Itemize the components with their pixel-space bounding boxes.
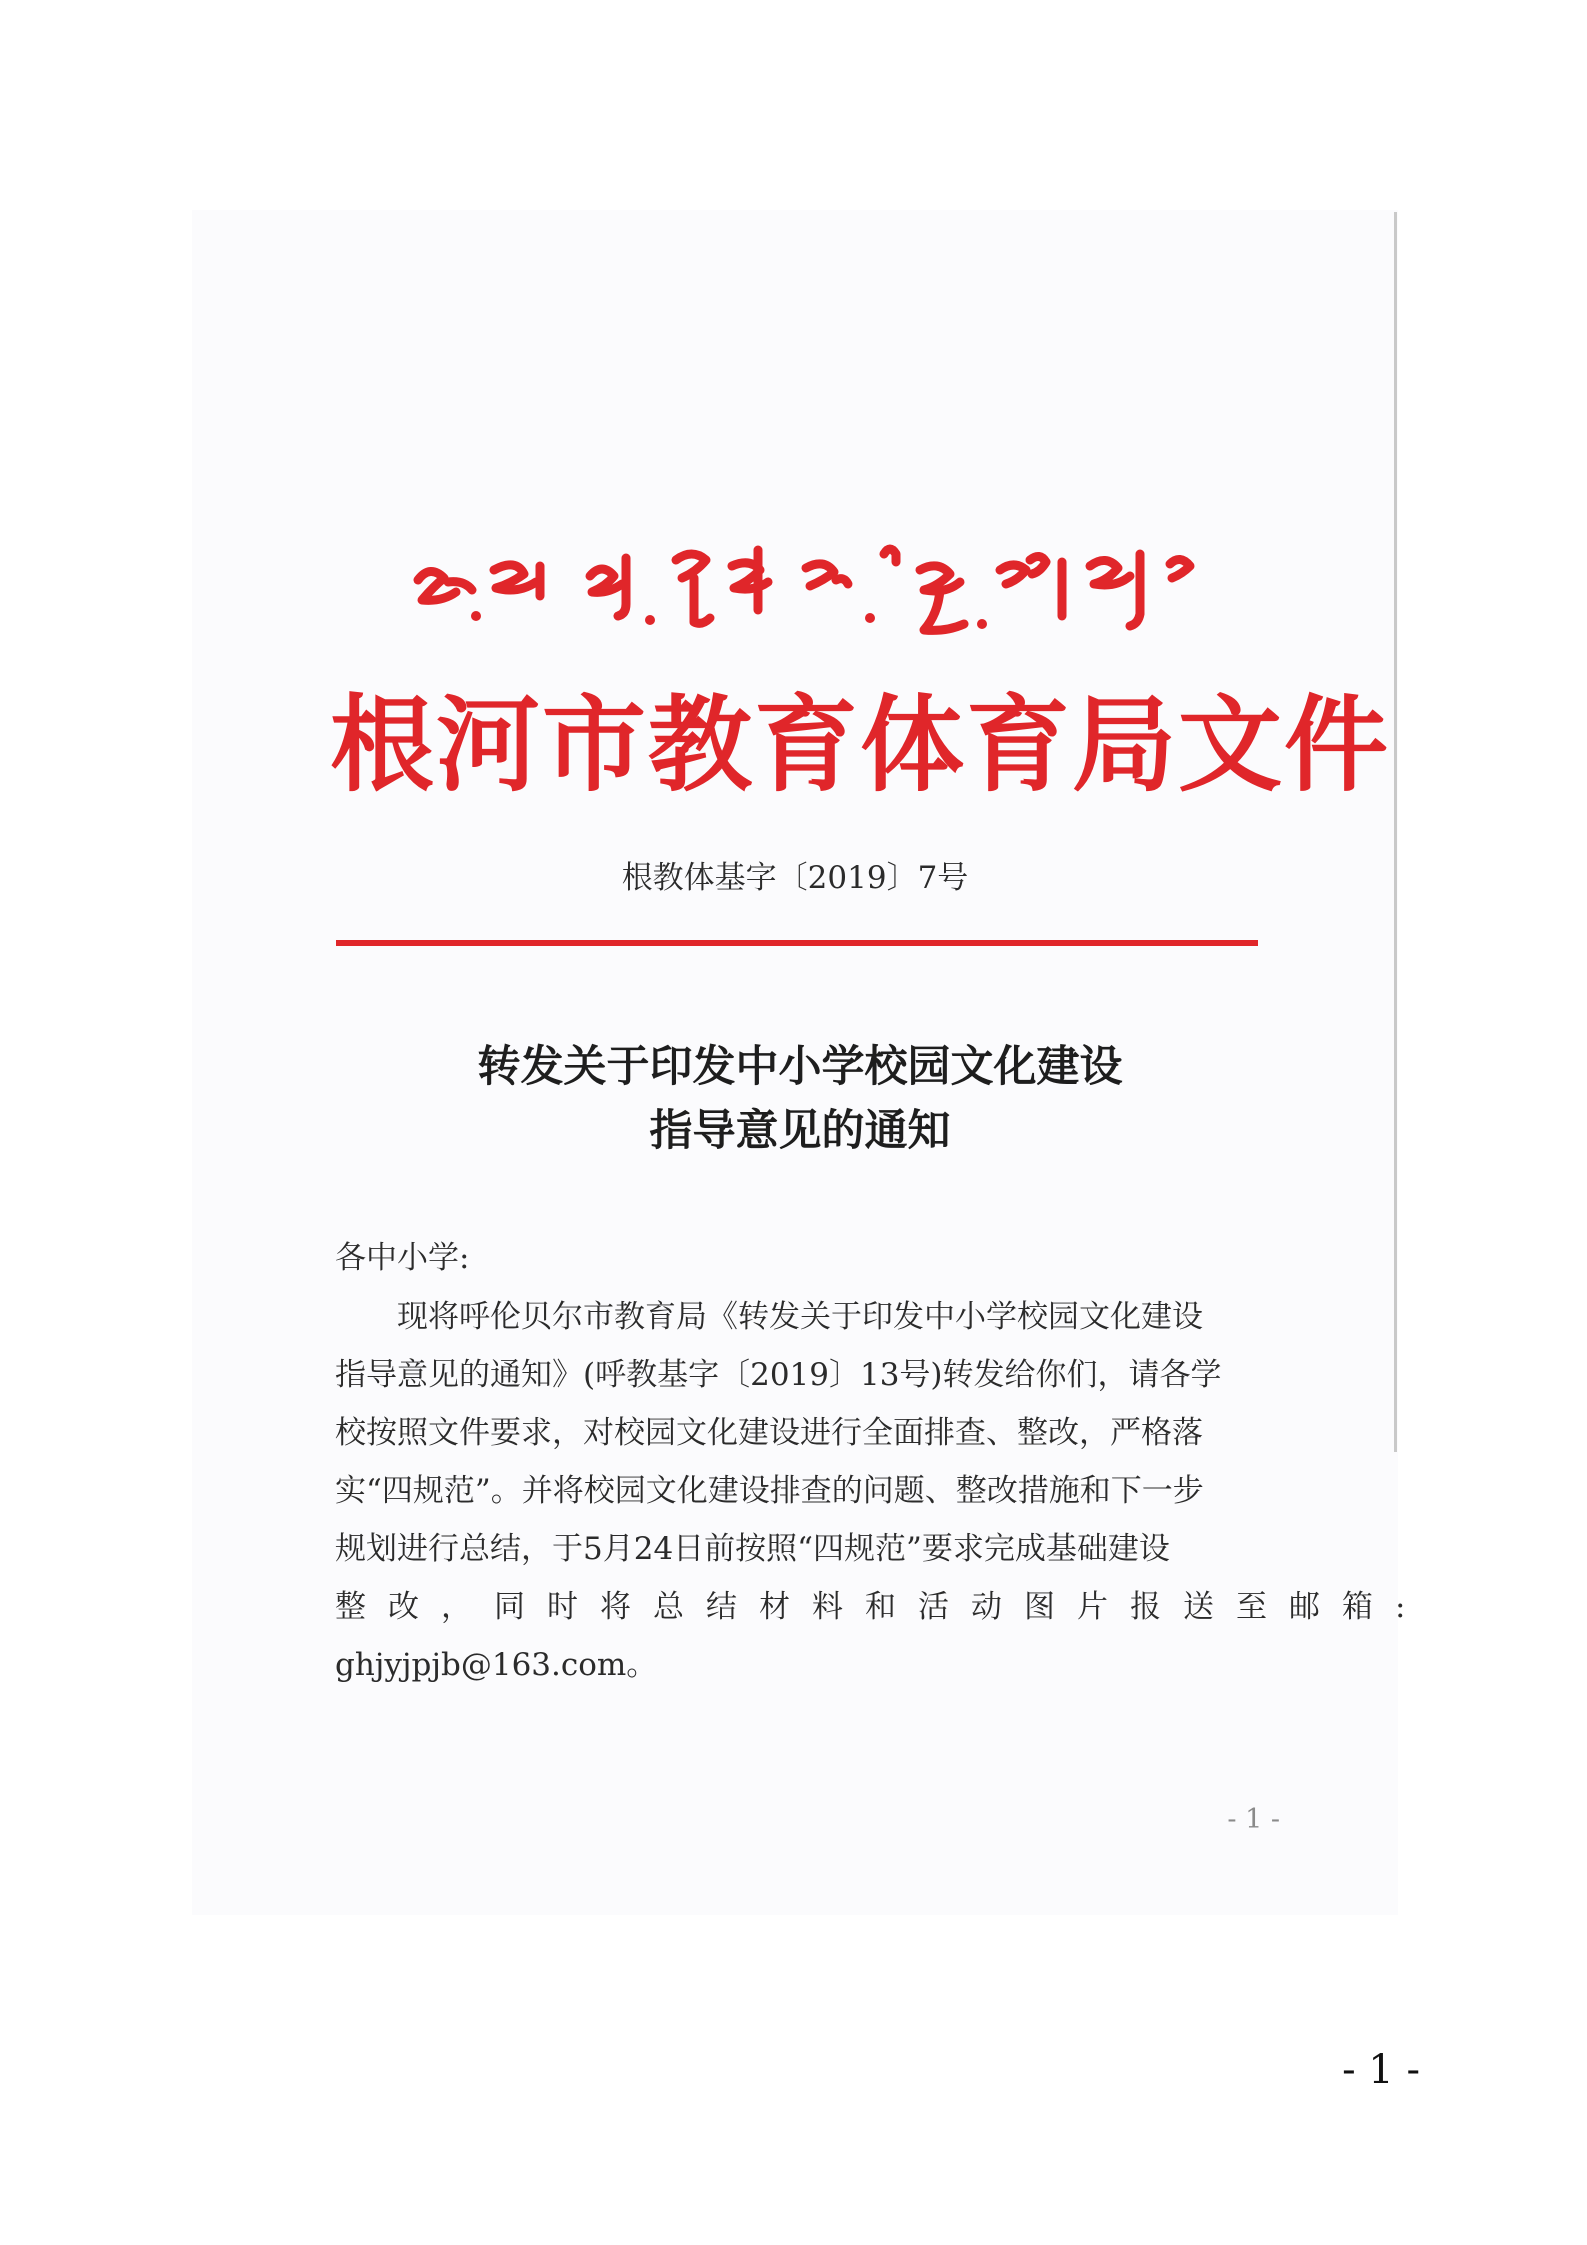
notice-title-line-2: 指导意见的通知	[649, 1106, 951, 1156]
notice-title-line-1: 转发关于印发中小学校园文化建设	[477, 1042, 1123, 1092]
body-paragraph	[335, 1288, 1428, 1694]
body-line: 整改，同时将总结材料和活动图片报送至邮箱:	[335, 1589, 1428, 1625]
red-divider-line	[336, 940, 1258, 946]
email-address: ghjyjpjb@163.com。	[335, 1647, 658, 1683]
body-line: 指导意见的通知》(呼教基字〔2019〕13号)转发给你们，请各学	[335, 1357, 1222, 1393]
scan-edge-shadow	[1394, 212, 1397, 1452]
scanned-page-number: - 1 -	[1227, 1804, 1280, 1835]
body-line: 规划进行总结，于5月24日前按照“四规范”要求完成基础建设	[335, 1531, 1170, 1567]
body-line: 实“四规范”。并将校园文化建设排查的问题、整改措施和下一步	[335, 1473, 1204, 1509]
body-line: 校按照文件要求，对校园文化建设进行全面排查、整改，严格落	[335, 1415, 1203, 1451]
notice-title	[320, 1035, 1280, 1163]
mongolian-script-header	[400, 520, 1200, 650]
page-number: - 1 -	[1342, 2047, 1420, 2093]
document-number: 根教体基字〔2019〕7号	[621, 860, 969, 896]
body-line: 现将呼伦贝尔市教育局《转发关于印发中小学校园文化建设	[397, 1299, 1203, 1335]
salutation: 各中小学:	[335, 1240, 470, 1276]
issuing-authority-header: 根河市教育体育局文件	[330, 684, 1391, 806]
